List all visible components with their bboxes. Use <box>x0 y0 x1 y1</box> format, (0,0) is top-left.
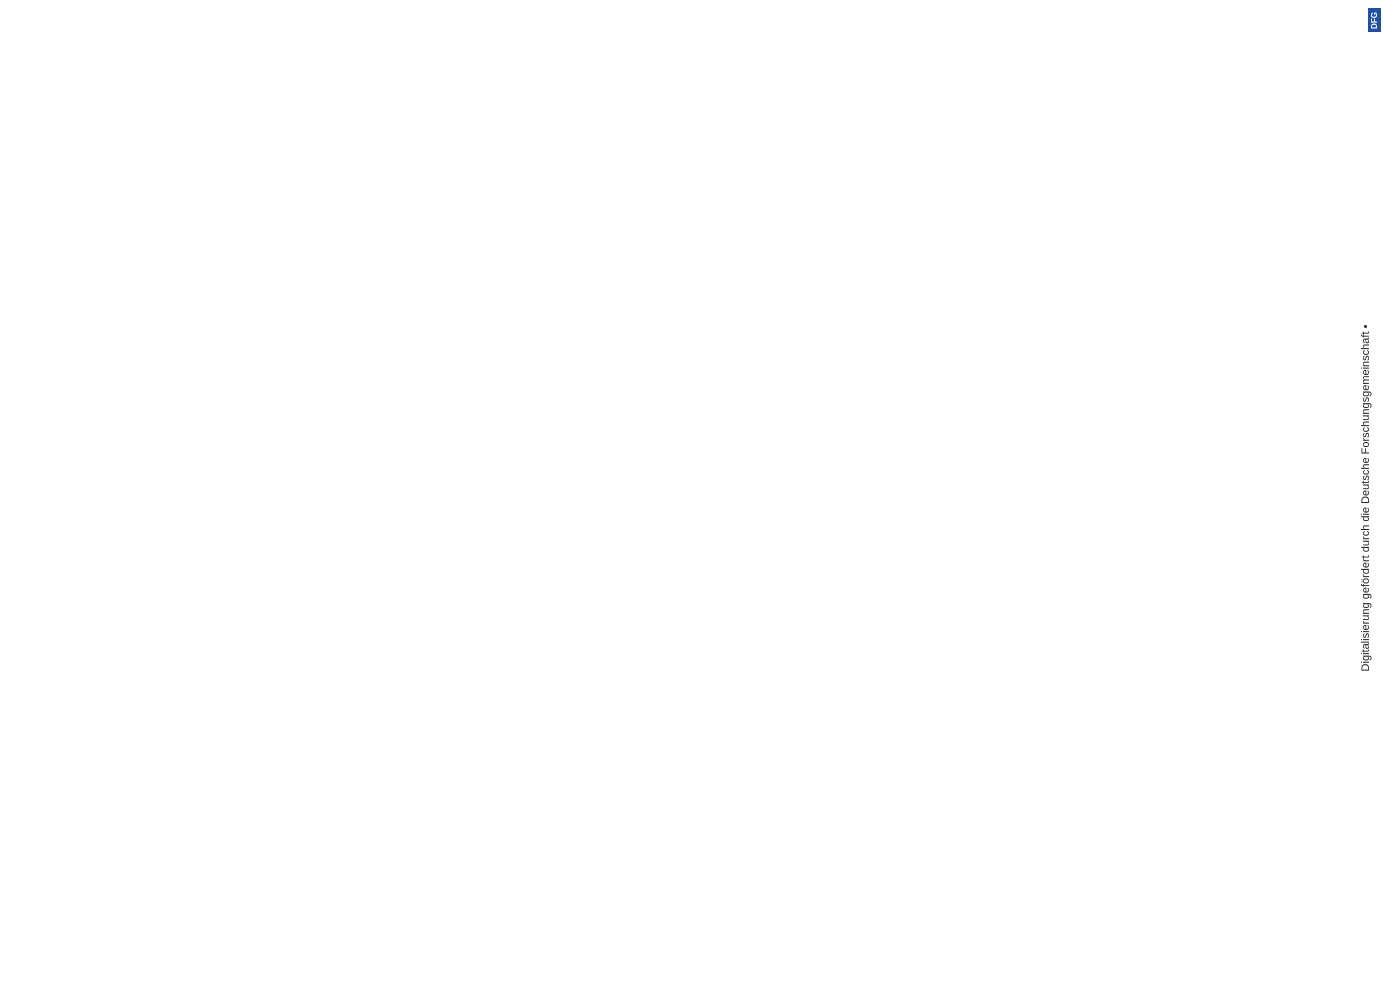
dfg-funding-note: Digitalisierung gefördert durch die Deutsche Forschungsgemeinschaft • <box>1360 324 1372 672</box>
digitization-note <box>1356 0 1382 1000</box>
dfg-logo-text: DFG <box>1370 11 1380 29</box>
dfg-logo <box>1368 8 1381 32</box>
